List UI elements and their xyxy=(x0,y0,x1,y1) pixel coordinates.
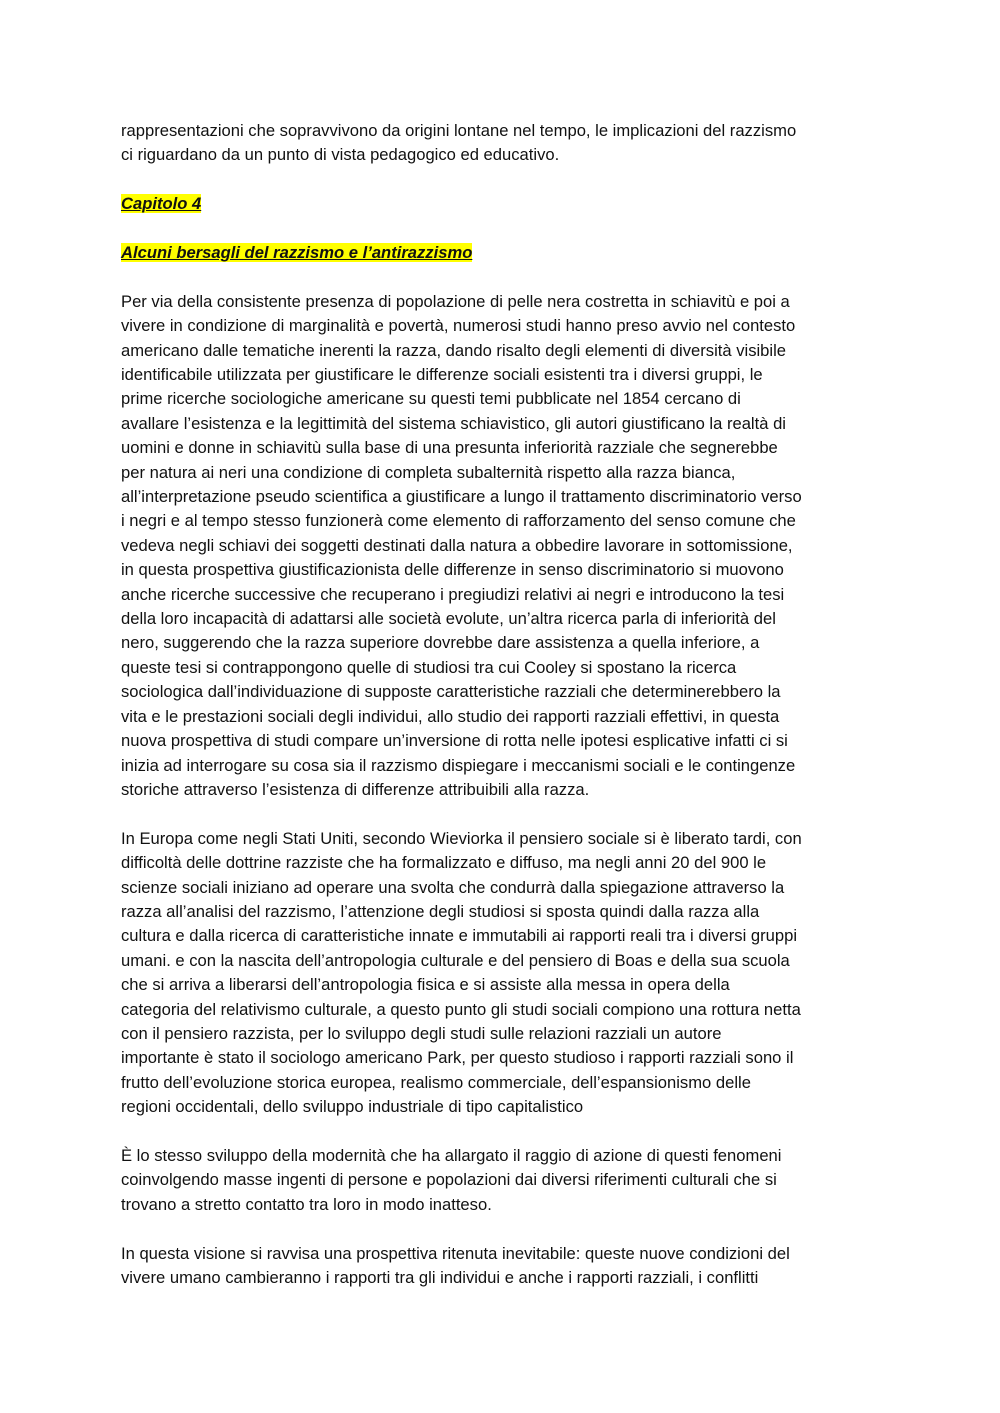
body-paragraph-4: In questa visione si ravvisa una prospettiva ritenuta inevitabile: queste nuove condizioni del vivere umano cambieranno i rapporti tra gli individui e anche i rapporti razziali, i conflitti xyxy=(121,1243,790,1287)
document-page xyxy=(121,119,883,1290)
chapter-label xyxy=(121,192,883,216)
chapter-title-text: Alcuni bersagli del razzismo e l’antirazzismo xyxy=(121,243,473,262)
spacer xyxy=(121,802,883,826)
body-paragraph-1: Per via della consistente presenza di popolazione di pelle nera costretta in schiavitù e poi a vivere in condizione di marginalità e povertà, numerosi studi hanno preso avvio nel contesto americano dalle tematiche inerenti la razza, dando risalto degli elementi di diversità visibile identificabile utilizzata per giustificare le differenze sociali esistenti tra i diversi gruppi, le prime ricerche sociologiche americane su questi temi pubblicate nel 1854 cercano di avallare l’esistenza e la legittimità del sistema schiavistico, gli autori giustificano la realtà di uomini e donne in schiavitù sulla base di una presunta inferiorità razziale che segnerebbe per natura ai neri una condizione di completa subalternità rispetto alla razza bianca, all’interpretazione pseudo scientifica a giustificare a lungo il trattamento discriminatorio verso i negri e al tempo stesso funzionerà come elemento di rafforzamento del senso comune che vedeva negli schiavi dei soggetti destinati dalla natura a obbedire lavorare in sottomissione, in questa prospettiva giustificazionista delle differenze in senso discriminatorio si muovono anche ricerche successive che recuperano i pregiudizi relativi ai negri e introducono la tesi della loro incapacità di adattarsi alle società evolute, un’altra ricerca parla di inferiorità del nero, suggerendo che la razza superiore dovrebbe dare assistenza a quella inferiore, a queste tesi si contrappongono quelle di studiosi tra cui Cooley si spostano la ricerca sociologica dall’individuazione di supposte caratteristiche razziali che determinerebbero la vita e le prestazioni sociali degli individui, allo studio dei rapporti razziali effettivi, in questa nuova prospettiva di studi compare un’inversione di rotta nelle ipotesi esplicative infatti ci si inizia ad interrogare su cosa sia il razzismo dispiegare i meccanismi sociali e le contingenze storiche attraverso l’esistenza di differenze attribuibili alla razza. xyxy=(121,291,802,799)
spacer xyxy=(121,1120,883,1144)
spacer xyxy=(121,217,883,241)
chapter-title xyxy=(121,241,883,265)
intro-paragraph: rappresentazioni che sopravvivono da origini lontane nel tempo, le implicazioni del razzismo ci riguardano da un punto di vista pedagogico ed educativo. xyxy=(121,121,797,165)
spacer xyxy=(121,265,883,289)
body-paragraph-2: In Europa come negli Stati Uniti, secondo Wieviorka il pensiero sociale si è liberato tardi, con difficoltà delle dottrine razziste che ha formalizzato e diffuso, ma negli anni 20 del 900 le scienze sociali iniziano ad operare una svolta che condurrà dalla spiegazione attraverso la razza all’analisi del razzismo, l’attenzione degli studiosi si sposta quindi dalla razza alla cultura e dalla ricerca di caratteristiche innate e immutabili ai rapporti reali tra i diversi gruppi umani. e con la nascita dell’antropologia culturale e del pensiero di Boas e della sua scuola che si arriva a liberarsi dell’antropologia fisica e si assiste alla messa in opera della categoria del relativismo culturale, a questo punto gli studi sociali compiono una rottura netta con il pensiero razzista, per lo sviluppo degli studi sulle relazioni razziali un autore importante è stato il sociologo americano Park, per questo studioso i rapporti razziali sono il frutto dell’evoluzione storica europea, realismo commerciale, dell’espansionismo delle regioni occidentali, dello sviluppo industriale di tipo capitalistico xyxy=(121,828,802,1117)
body-paragraph-3: È lo stesso sviluppo della modernità che ha allargato il raggio di azione di questi fenomeni coinvolgendo masse ingenti di persone e popolazioni dai diversi riferimenti culturali che si trovano a stretto contatto tra loro in modo inatteso. xyxy=(121,1145,782,1214)
spacer xyxy=(121,168,883,192)
chapter-label-text: Capitolo 4 xyxy=(121,194,202,214)
spacer xyxy=(121,1217,883,1241)
